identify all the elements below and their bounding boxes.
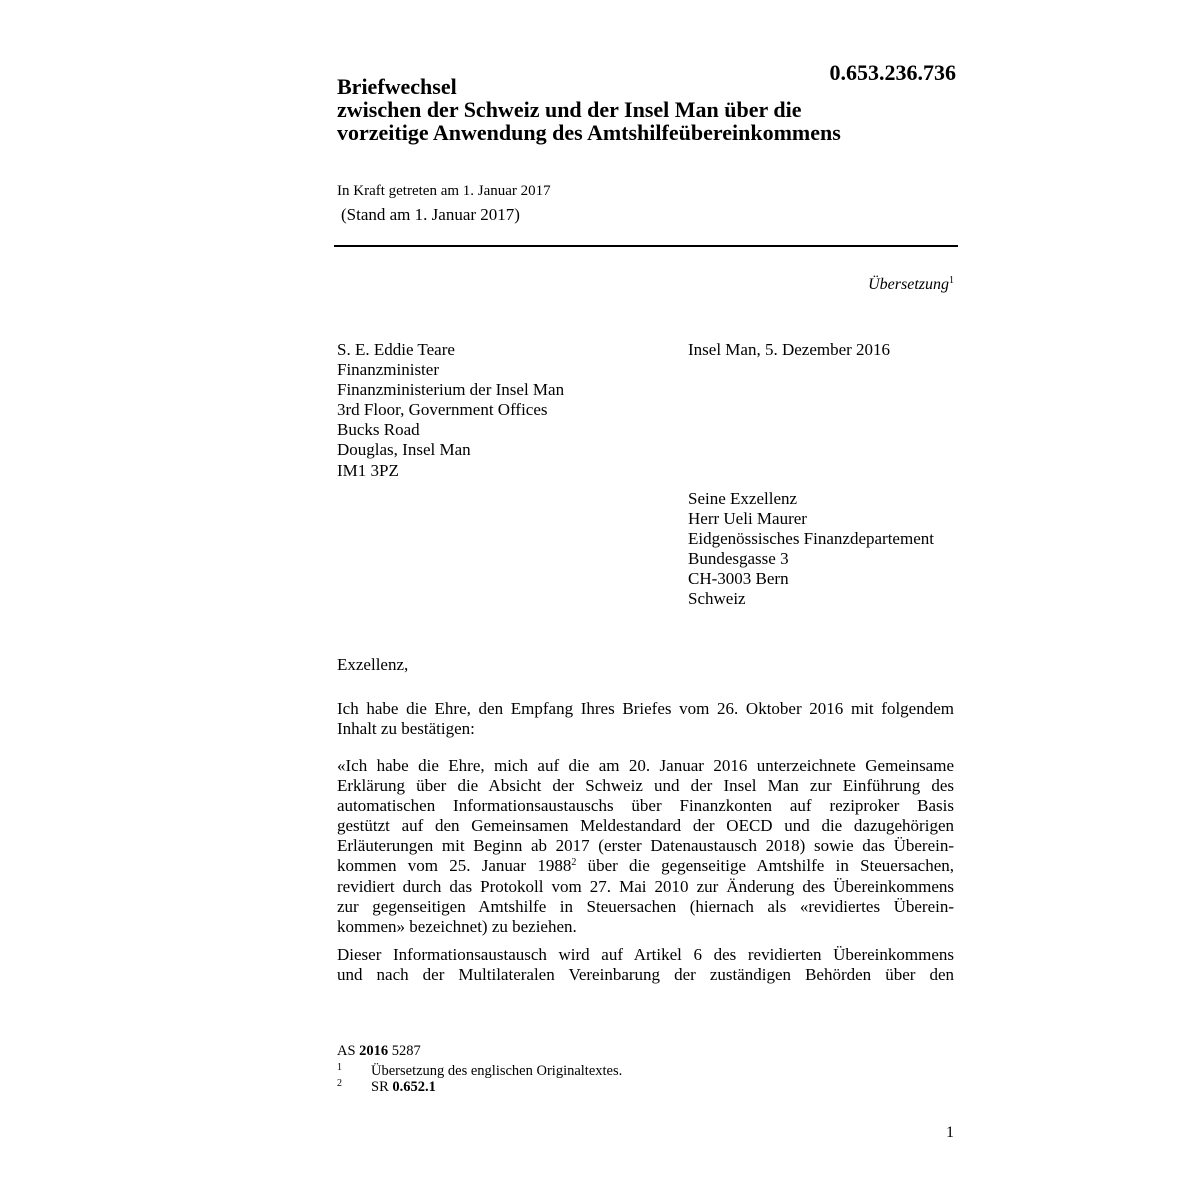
paragraph-line: zur gegenseitigen Amtshilfe in Steuersachen (hiernach als «revidiertes Überein- [337, 896, 954, 916]
paragraph-exchange [337, 945, 954, 985]
salutation: Exzellenz, [337, 655, 409, 674]
recipient-line: CH-3003 Bern [688, 569, 789, 589]
recipient-line: Schweiz [688, 589, 746, 609]
paragraph-line: und nach der Multilateralen Vereinbarung der zuständigen Behörden über den [337, 965, 954, 985]
translation-note [700, 275, 954, 295]
title-line: vorzeitige Anwendung des Amtshilfeübereinkommens [337, 120, 841, 145]
paragraph-line: «Ich habe die Ehre, mich auf die am 20. Januar 2016 unterzeichnete Gemeinsame [337, 756, 954, 775]
sr-prefix: SR [371, 1079, 393, 1095]
sender-line: Douglas, Insel Man [337, 440, 471, 460]
paragraph-line: automatischen Informationsaustauschs über Finanzkonten auf reziproker Basis [337, 796, 954, 816]
translation-note-text: Übersetzung [868, 276, 949, 293]
paragraph-line: Ich habe die Ehre, den Empfang Ihres Briefes vom 26. Oktober 2016 mit folgendem [337, 699, 954, 718]
document-title [337, 75, 957, 144]
sender-line: Finanzminister [337, 360, 439, 380]
header-divider [334, 245, 958, 247]
sr-number: 0.653.236.736 [829, 60, 956, 85]
paragraph-line: gestützt auf den Gemeinsamen Meldestandard der OECD und die dazugehörigen [337, 816, 954, 836]
as-page: 5287 [388, 1043, 421, 1059]
paragraph-line: Dieser Informationsaustausch wird auf Artikel 6 des revidierten Übereinkommens [337, 945, 954, 964]
line-text: kommen vom 25. Januar 1988 [337, 856, 572, 876]
sender-line: Bucks Road [337, 420, 420, 440]
as-year: 2016 [359, 1043, 389, 1059]
paragraph-line: revidiert durch das Protokoll vom 27. Mai 2010 zur Änderung des Übereinkommens [337, 876, 954, 896]
sender-line: S. E. Eddie Teare [337, 340, 455, 359]
paragraph-line [337, 856, 954, 876]
footnote-number: 2 [337, 1078, 342, 1089]
paragraph-line: Inhalt zu bestätigen: [337, 719, 475, 739]
title-line: zwischen der Schweiz und der Insel Man über die [337, 97, 802, 122]
title-line: Briefwechsel [337, 74, 457, 99]
footnote-text: Übersetzung des englischen Originaltextes. [371, 1063, 623, 1079]
sr-reference[interactable]: 0.652.1 [392, 1079, 436, 1095]
recipient-line: Eidgenössisches Finanzdepartement [688, 529, 934, 549]
paragraph-line: Erläuterungen mit Beginn ab 2017 (erster Datenaustausch 2018) sowie das Überein- [337, 836, 954, 856]
in-force-date: In Kraft getreten am 1. Januar 2017 [337, 183, 551, 199]
footnote-ref[interactable]: 2 [571, 857, 577, 869]
place-date: Insel Man, 5. Dezember 2016 [688, 340, 891, 359]
recipient-line: Seine Exzellenz [688, 489, 798, 508]
paragraph-quoted-letter [337, 756, 954, 937]
sender-line: IM1 3PZ [337, 460, 399, 480]
recipient-line: Herr Ueli Maurer [688, 509, 807, 529]
official-collection-reference [337, 1043, 421, 1060]
paragraph-line: Erklärung über die Absicht der Schweiz und der Insel Man zur Einführung des [337, 776, 954, 796]
as-prefix: AS [337, 1043, 360, 1059]
recipient-line: Bundesgasse 3 [688, 549, 789, 569]
footnote-text [371, 1079, 436, 1095]
sender-line: 3rd Floor, Government Offices [337, 400, 548, 420]
footnote-number: 1 [337, 1062, 342, 1073]
recipient-address [688, 489, 934, 610]
line-text: über die gegenseitige Amtshilfe in Steuersachen, [576, 856, 954, 876]
footnote-ref[interactable]: 1 [949, 275, 954, 286]
sender-address [337, 340, 564, 481]
sender-line: Finanzministerium der Insel Man [337, 380, 565, 400]
paragraph-line: kommen» bezeichnet) zu beziehen. [337, 916, 577, 936]
status-date: (Stand am 1. Januar 2017) [341, 205, 520, 224]
paragraph-acknowledgement [337, 699, 954, 739]
page-number: 1 [946, 1124, 954, 1141]
